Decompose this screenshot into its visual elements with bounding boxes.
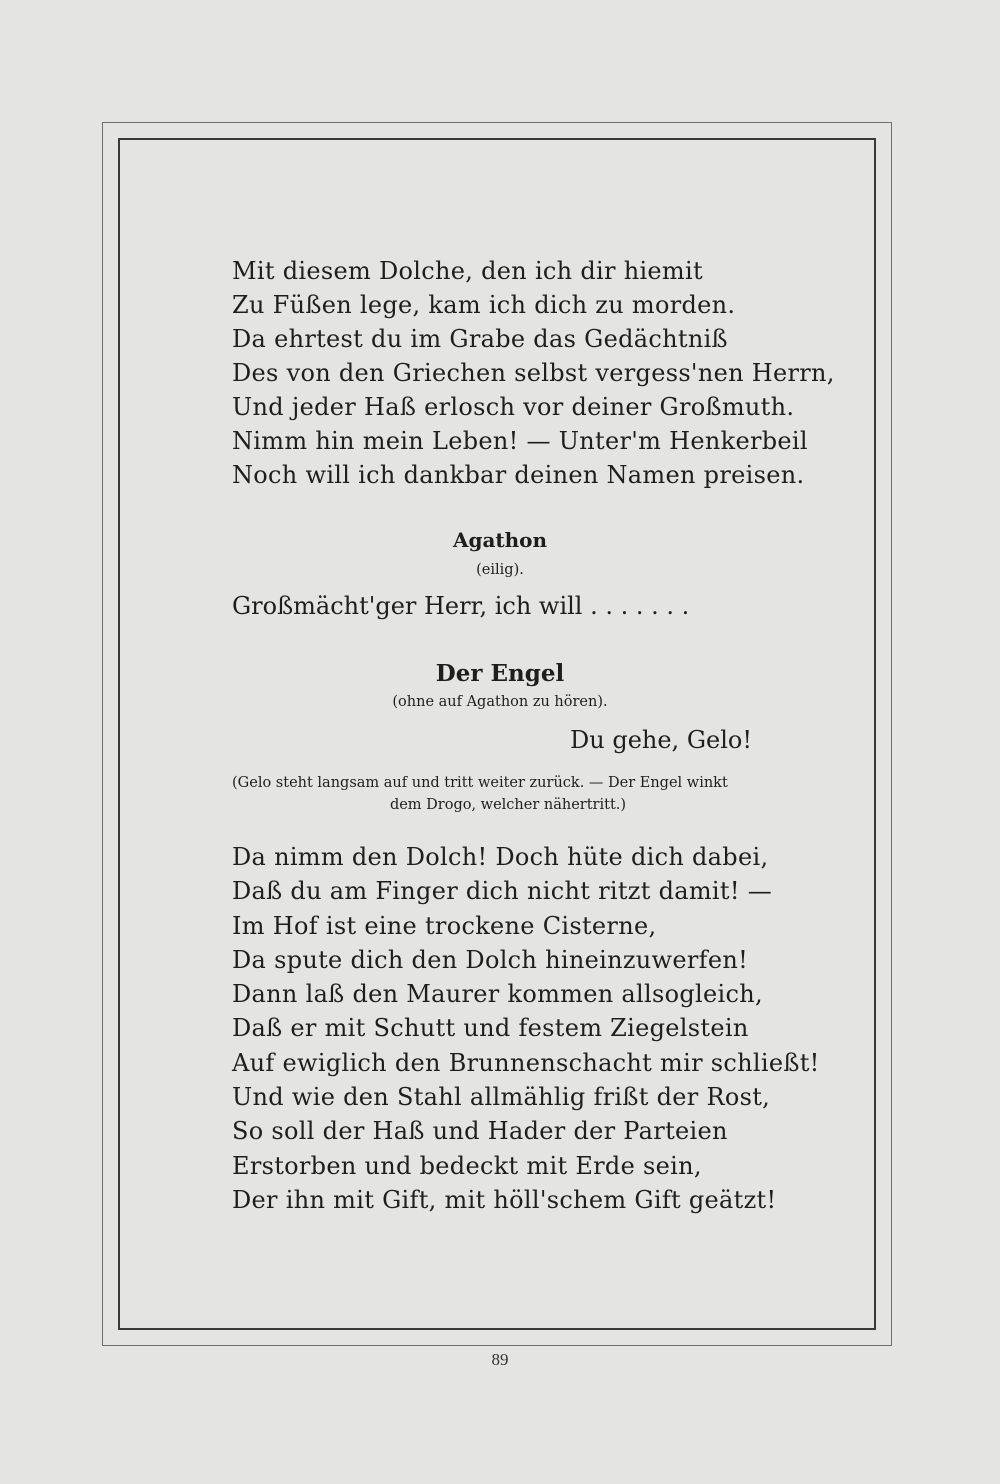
verse-line: Zu Füßen lege, kam ich dich zu morden. (232, 291, 736, 319)
dialogue-line-agathon: Großmächt'ger Herr, ich will . . . . . . . (232, 592, 690, 620)
verse-line: Nimm hin mein Leben! — Unter'm Henkerbeil (232, 427, 808, 455)
verse-line: Daß er mit Schutt und festem Ziegelstein (232, 1014, 749, 1043)
verse-line: Erstorben und bedeckt mit Erde sein, (232, 1151, 702, 1180)
verse-line: Und jeder Haß erlosch vor deiner Großmuth. (232, 393, 795, 421)
stage-direction-block (232, 772, 784, 816)
dialogue-line-engel: Du gehe, Gelo! (570, 726, 752, 754)
verse-line: Mit diesem Dolche, den ich dir hiemit (232, 257, 703, 285)
verse-line: Des von den Griechen selbst vergess'nen Herrn, (232, 359, 835, 387)
page-number: 89 (491, 1350, 509, 1369)
verse-line: So soll der Haß und Hader der Parteien (232, 1117, 728, 1146)
stage-direction-ohne: (ohne auf Agathon zu hören). (392, 694, 608, 710)
speaker-name-agathon: Agathon (452, 528, 548, 552)
stage-direction-line: (Gelo steht langsam auf und tritt weiter zurück. — Der Engel winkt (232, 775, 728, 791)
verse-line: Da spute dich den Dolch hineinzuwerfen! (232, 945, 749, 974)
verse-block-2 (232, 840, 820, 1217)
verse-line: Und wie den Stahl allmählig frißt der Rost, (232, 1083, 771, 1112)
verse-line: Dann laß den Maurer kommen allsogleich, (232, 980, 763, 1009)
stage-direction-line: dem Drogo, welcher nähertritt.) (389, 797, 627, 813)
verse-line: Daß du am Finger dich nicht ritzt damit! — (232, 877, 773, 906)
verse-line: Auf ewiglich den Brunnenschacht mir schließt! (232, 1048, 820, 1077)
verse-block-1 (232, 254, 835, 492)
stage-direction-eilig: (eilig). (476, 562, 524, 578)
verse-line: Im Hof ist eine trockene Cisterne, (232, 911, 657, 940)
speaker-name-engel: Der Engel (435, 660, 565, 687)
verse-line: Noch will ich dankbar deinen Namen preisen. (232, 461, 805, 489)
verse-line: Da nimm den Dolch! Doch hüte dich dabei, (232, 843, 769, 871)
verse-line: Da ehrtest du im Grabe das Gedächtniß (232, 325, 728, 353)
verse-line: Der ihn mit Gift, mit höll'schem Gift geätzt! (232, 1185, 777, 1214)
